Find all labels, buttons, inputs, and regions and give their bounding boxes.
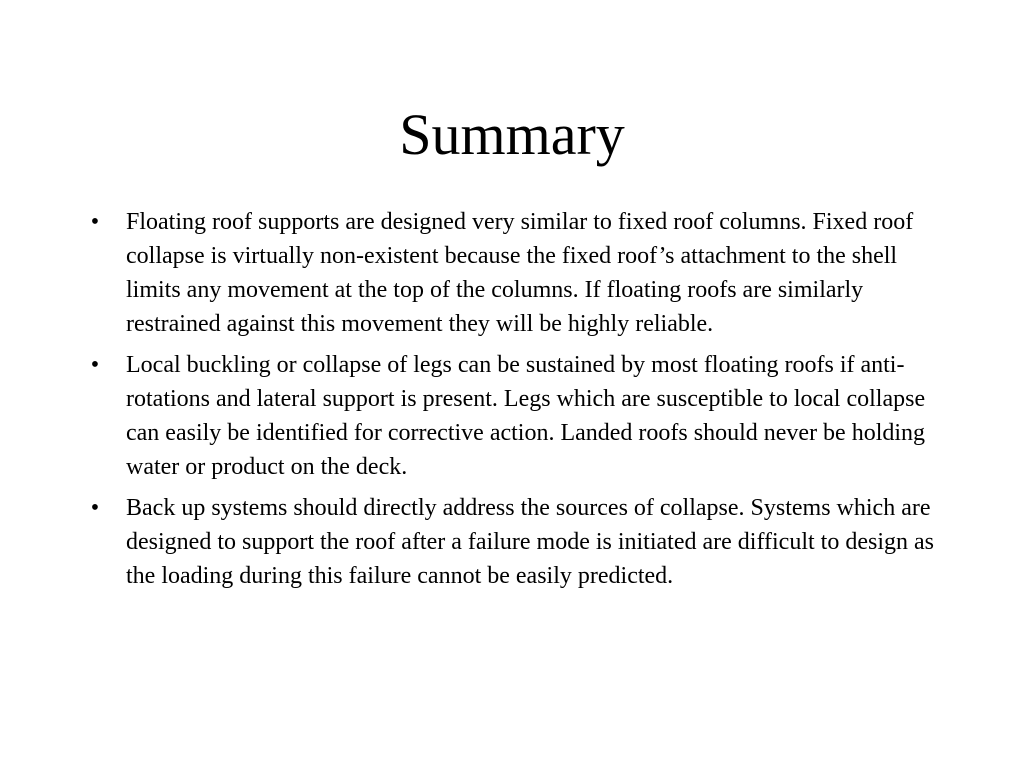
bullet-text: Local buckling or collapse of legs can be sustained by most floating roofs if anti-rotations and lateral support is present. Legs which are susceptible to local collapse can easily be identified for corrective action. Landed roofs should never be holding water or product on the deck.	[126, 352, 926, 480]
bullet-item	[85, 348, 935, 484]
slide-title: Summary	[399, 102, 625, 167]
bullet-marker: •	[90, 495, 100, 521]
bullet-marker: •	[90, 352, 100, 378]
bullet-text: Back up systems should directly address the sources of collapse. Systems which are designed to support the roof after a failure mode is initiated are difficult to design as the loading during this failure cannot be easily predicted.	[126, 495, 934, 589]
bullet-marker: •	[90, 209, 100, 235]
bullet-item	[85, 205, 935, 341]
bullet-list	[85, 205, 935, 600]
bullet-item	[85, 491, 935, 593]
bullet-text: Floating roof supports are designed very similar to fixed roof columns. Fixed roof collapse is virtually non-existent because the fixed roof’s attachment to the shell limits any movement at the top of the columns. If floating roofs are similarly restrained against this movement they will be highly reliable.	[126, 209, 914, 337]
